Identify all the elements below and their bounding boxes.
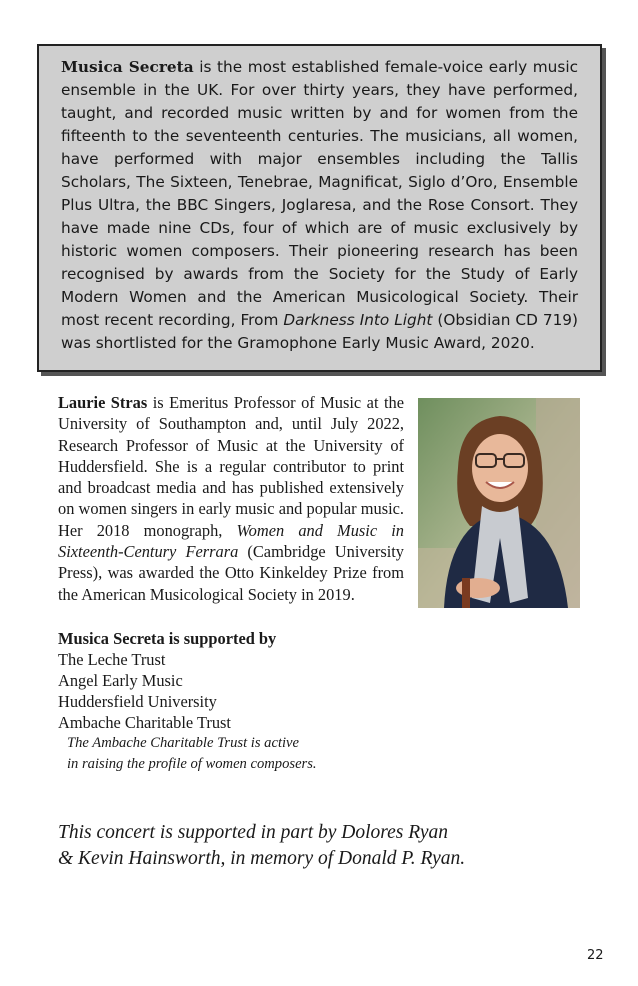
supporters-heading: Musica Secreta is supported by: [58, 629, 277, 648]
trust-note-line1: The Ambache Charitable Trust is active: [67, 735, 300, 751]
portrait-photo: [418, 398, 580, 608]
ensemble-name: Musica Secreta: [61, 58, 194, 76]
concert-support-note: [58, 820, 465, 872]
bio-text-part1: is Emeritus Professor of Music at the University of Southampton and, until July 2022, Research Professor of Music at the University of Huddersfield. She is a regular contributor to print and broadcast media and has published extensively on women singers in early music and popular music. Her 2018 monograph,: [58, 393, 404, 540]
ensemble-text-part2: (Obsidian CD 719) was shortlisted for the Gramophone Early Music Award, 2020.: [61, 311, 579, 352]
supporter-item: The Leche Trust: [58, 650, 166, 669]
ensemble-info-box: [37, 44, 602, 372]
book-title: Women and Music in Sixteenth-Century Ferrara: [58, 520, 404, 562]
ensemble-text-part1: is the most established female-voice early music ensemble in the UK. For over thirty years, they have performed, taught, and recorded music written by and for women from the fifteenth to the seventeenth centuries. The musicians, all women, have performed with major ensembles including the Tallis Scholars, The Sixteen, Tenebrae, Magnificat, Siglo d’Oro, Ensemble Plus Ultra, the BBC Singers, Joglaresa, and the Rose Consort. They have made nine CDs, four of which are of music exclusively by historic women composers. Their pioneering research has been recognised by awards from the Society for the Study of Early Modern Women and the American Musicological Society. Their most recent recording, From: [61, 58, 578, 329]
supporter-item: Ambache Charitable Trust: [58, 713, 231, 732]
trust-note-line2: in raising the profile of women composers.: [67, 756, 317, 772]
recording-title: Darkness Into Light: [283, 311, 433, 329]
supporters-section: [58, 628, 317, 775]
concert-note-line1: This concert is supported in part by Dolores Ryan: [58, 822, 448, 843]
artist-bio: [58, 392, 404, 605]
concert-note-line2: & Kevin Hainsworth, in memory of Donald P. Ryan.: [58, 848, 466, 869]
supporter-item: Angel Early Music: [58, 671, 183, 690]
page-number: 22: [587, 948, 604, 963]
bio-text-part2: (Cambridge University Press), was awarded the Otto Kinkeldey Prize from the American Musicological Society in 2019.: [58, 542, 405, 604]
supporter-item: Huddersfield University: [58, 692, 217, 711]
ensemble-description: [61, 56, 578, 355]
bio-name: Laurie Stras: [58, 393, 148, 412]
